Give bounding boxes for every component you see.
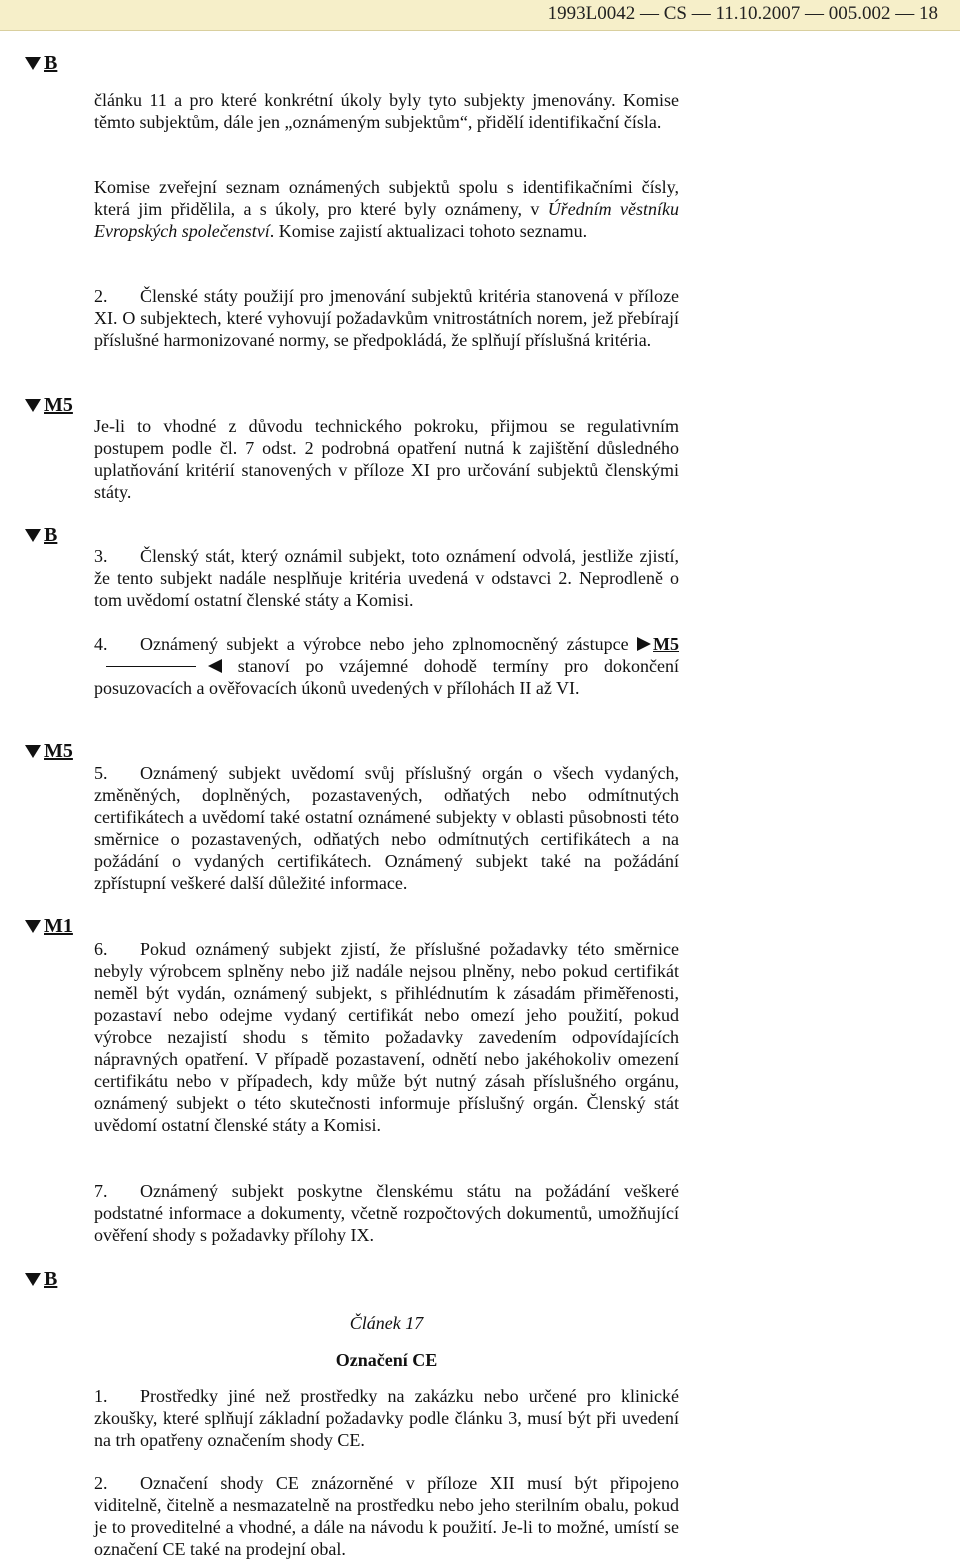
marker-label: B — [44, 52, 58, 74]
article-title: Označení CE — [335, 1350, 438, 1370]
amendment-marker-b — [25, 1268, 57, 1291]
marker-label: B — [44, 524, 58, 546]
amendment-marker-m5 — [25, 740, 73, 763]
amendment-marker-m5 — [25, 394, 73, 417]
marker-label: M1 — [44, 915, 73, 937]
arrow-right-icon — [637, 637, 651, 651]
marker-label: B — [44, 1268, 58, 1290]
document-reference: 1993L0042 — CS — 11.10.2007 — 005.002 — 18 — [547, 3, 938, 24]
paragraph-number: 3. — [94, 546, 108, 566]
arrow-left-icon — [208, 659, 222, 673]
inline-amendment-marker: M5 — [653, 634, 680, 654]
triangle-down-icon — [25, 920, 41, 933]
marker-label: M5 — [44, 394, 73, 416]
paragraph-number: 5. — [94, 763, 108, 783]
paragraph-5: 5. Oznámený subjekt uvědomí svůj příslušný orgán o všech vydaných, změněných, doplněných, pozastavených, odňatých nebo odmítnutých certifikátech a uvědomí také ostatní oznámené subjekty v oblasti působnosti této směrnice o pozastavených, odňatých nebo odmítnutých certifikátech a na požádání o vydaných certifikátech. Oznámený subjekt také na požádání zpřístupní veškeré další důležité informace. — [94, 763, 679, 893]
paragraph-number: 7. — [94, 1181, 108, 1201]
paragraph-number: 2. — [94, 1473, 108, 1493]
marker-label: M5 — [44, 740, 73, 762]
article-17-paragraph-2: 2. Označení shody CE znázorněné v příloze XII musí být připojeno viditelně, čitelně a nesmazatelně na prostředku nebo jeho sterilním obalu, pokud je to proveditelné a vhodné, a dále na návodu k použití. Je-li to možné, umístí se označení CE také na prodejní obal. — [94, 1473, 679, 1559]
paragraph-7: 7. Oznámený subjekt poskytne členskému státu na požádání veškeré podstatné informace a dokumenty, včetně rozpočtových dokumentů, umožňující ověření shody s požadavky přílohy IX. — [94, 1181, 679, 1245]
paragraph-4: 4. Oznámený subjekt a výrobce nebo jeho zplnomocněný zástupce M5 stanoví po vzájemné dohodě termíny pro dokončení posuzovacích a ověřovacích úkonů uvedených v přílohách II až VI. — [94, 634, 680, 698]
paragraph-number: 1. — [94, 1386, 108, 1406]
amendment-marker-b — [25, 52, 57, 75]
paragraph-6: 6. Pokud oznámený subjekt zjistí, že příslušné požadavky této směrnice nebyly výrobcem splněny nebo již nadále nejsou plněny, nebo pokud certifikát neměl být vydán, oznámený subjekt, s přihlédnutím k zásadám přiměřenosti, pozastaví nebo odejme vydaný certifikát nebo omezí jeho použití, pokud výrobce nezajistí shodu s těmito požadavky zavedením odpovídajících nápravných opatření. V případě pozastavení, odnětí nebo jakéhokoliv omezení certifikátu nebo v případech, kdy může být nutný zásah příslušného orgánu, oznámený subjekt o této skutečnosti informuje příslušný orgán. Členský stát uvědomí ostatní členské státy a Komisi. — [94, 939, 679, 1135]
triangle-down-icon — [25, 745, 41, 758]
paragraph-publication: Komise zveřejní seznam oznámených subjektů spolu s identifikačními čísly, která jim přidělila, a s úkoly, pro které byly oznámeny, v Úředním věstníku Evropských společenství. Komise zajistí aktualizaci tohoto seznamu. — [94, 177, 679, 241]
triangle-down-icon — [25, 1273, 41, 1286]
paragraph-number: 6. — [94, 939, 108, 959]
deleted-text-line — [106, 666, 196, 667]
document-header-bar — [0, 0, 960, 31]
paragraph-m5-amendment: Je-li to vhodné z důvodu technického pokroku, přijmou se regulativním postupem podle čl. 7 odst. 2 podrobná opatření nutná k zajištění důsledného uplatňování kritérií stanovených v příloze XI pro určování subjektů členskými státy. — [94, 416, 679, 502]
article-number: Článek 17 — [349, 1313, 424, 1333]
amendment-marker-m1 — [25, 915, 73, 938]
triangle-down-icon — [25, 399, 41, 412]
journal-title: Úředním věstníku Evropských společenství — [94, 199, 679, 241]
triangle-down-icon — [25, 57, 41, 70]
paragraph-number: 2. — [94, 286, 108, 306]
paragraph-number: 4. — [94, 634, 108, 654]
paragraph-3: 3. Členský stát, který oznámil subjekt, toto oznámení odvolá, jestliže zjistí, že tento subjekt nadále nesplňuje kritéria uvedená v odstavci 2. Neprodleně o tom uvědomí ostatní členské státy a Komisi. — [94, 546, 679, 610]
paragraph-continuation: článku 11 a pro které konkrétní úkoly byly tyto subjekty jmenovány. Komise těmto subjektům, dále jen „oznámeným subjektům“, přidělí identifikační čísla. — [94, 90, 679, 132]
article-17-paragraph-1: 1. Prostředky jiné než prostředky na zakázku nebo určené pro klinické zkoušky, které splňují základní požadavky podle článku 3, musí být při uvedení na trh opatřeny označením shody CE. — [94, 1386, 679, 1450]
amendment-marker-b — [25, 524, 57, 547]
triangle-down-icon — [25, 529, 41, 542]
paragraph-2: 2. Členské státy použijí pro jmenování subjektů kritéria stanovená v příloze XI. O subjektech, které vyhovují požadavkům vnitrostátních norem, jež přebírají příslušné harmonizované normy, se předpokládá, že splňují příslušná kritéria. — [94, 286, 679, 350]
